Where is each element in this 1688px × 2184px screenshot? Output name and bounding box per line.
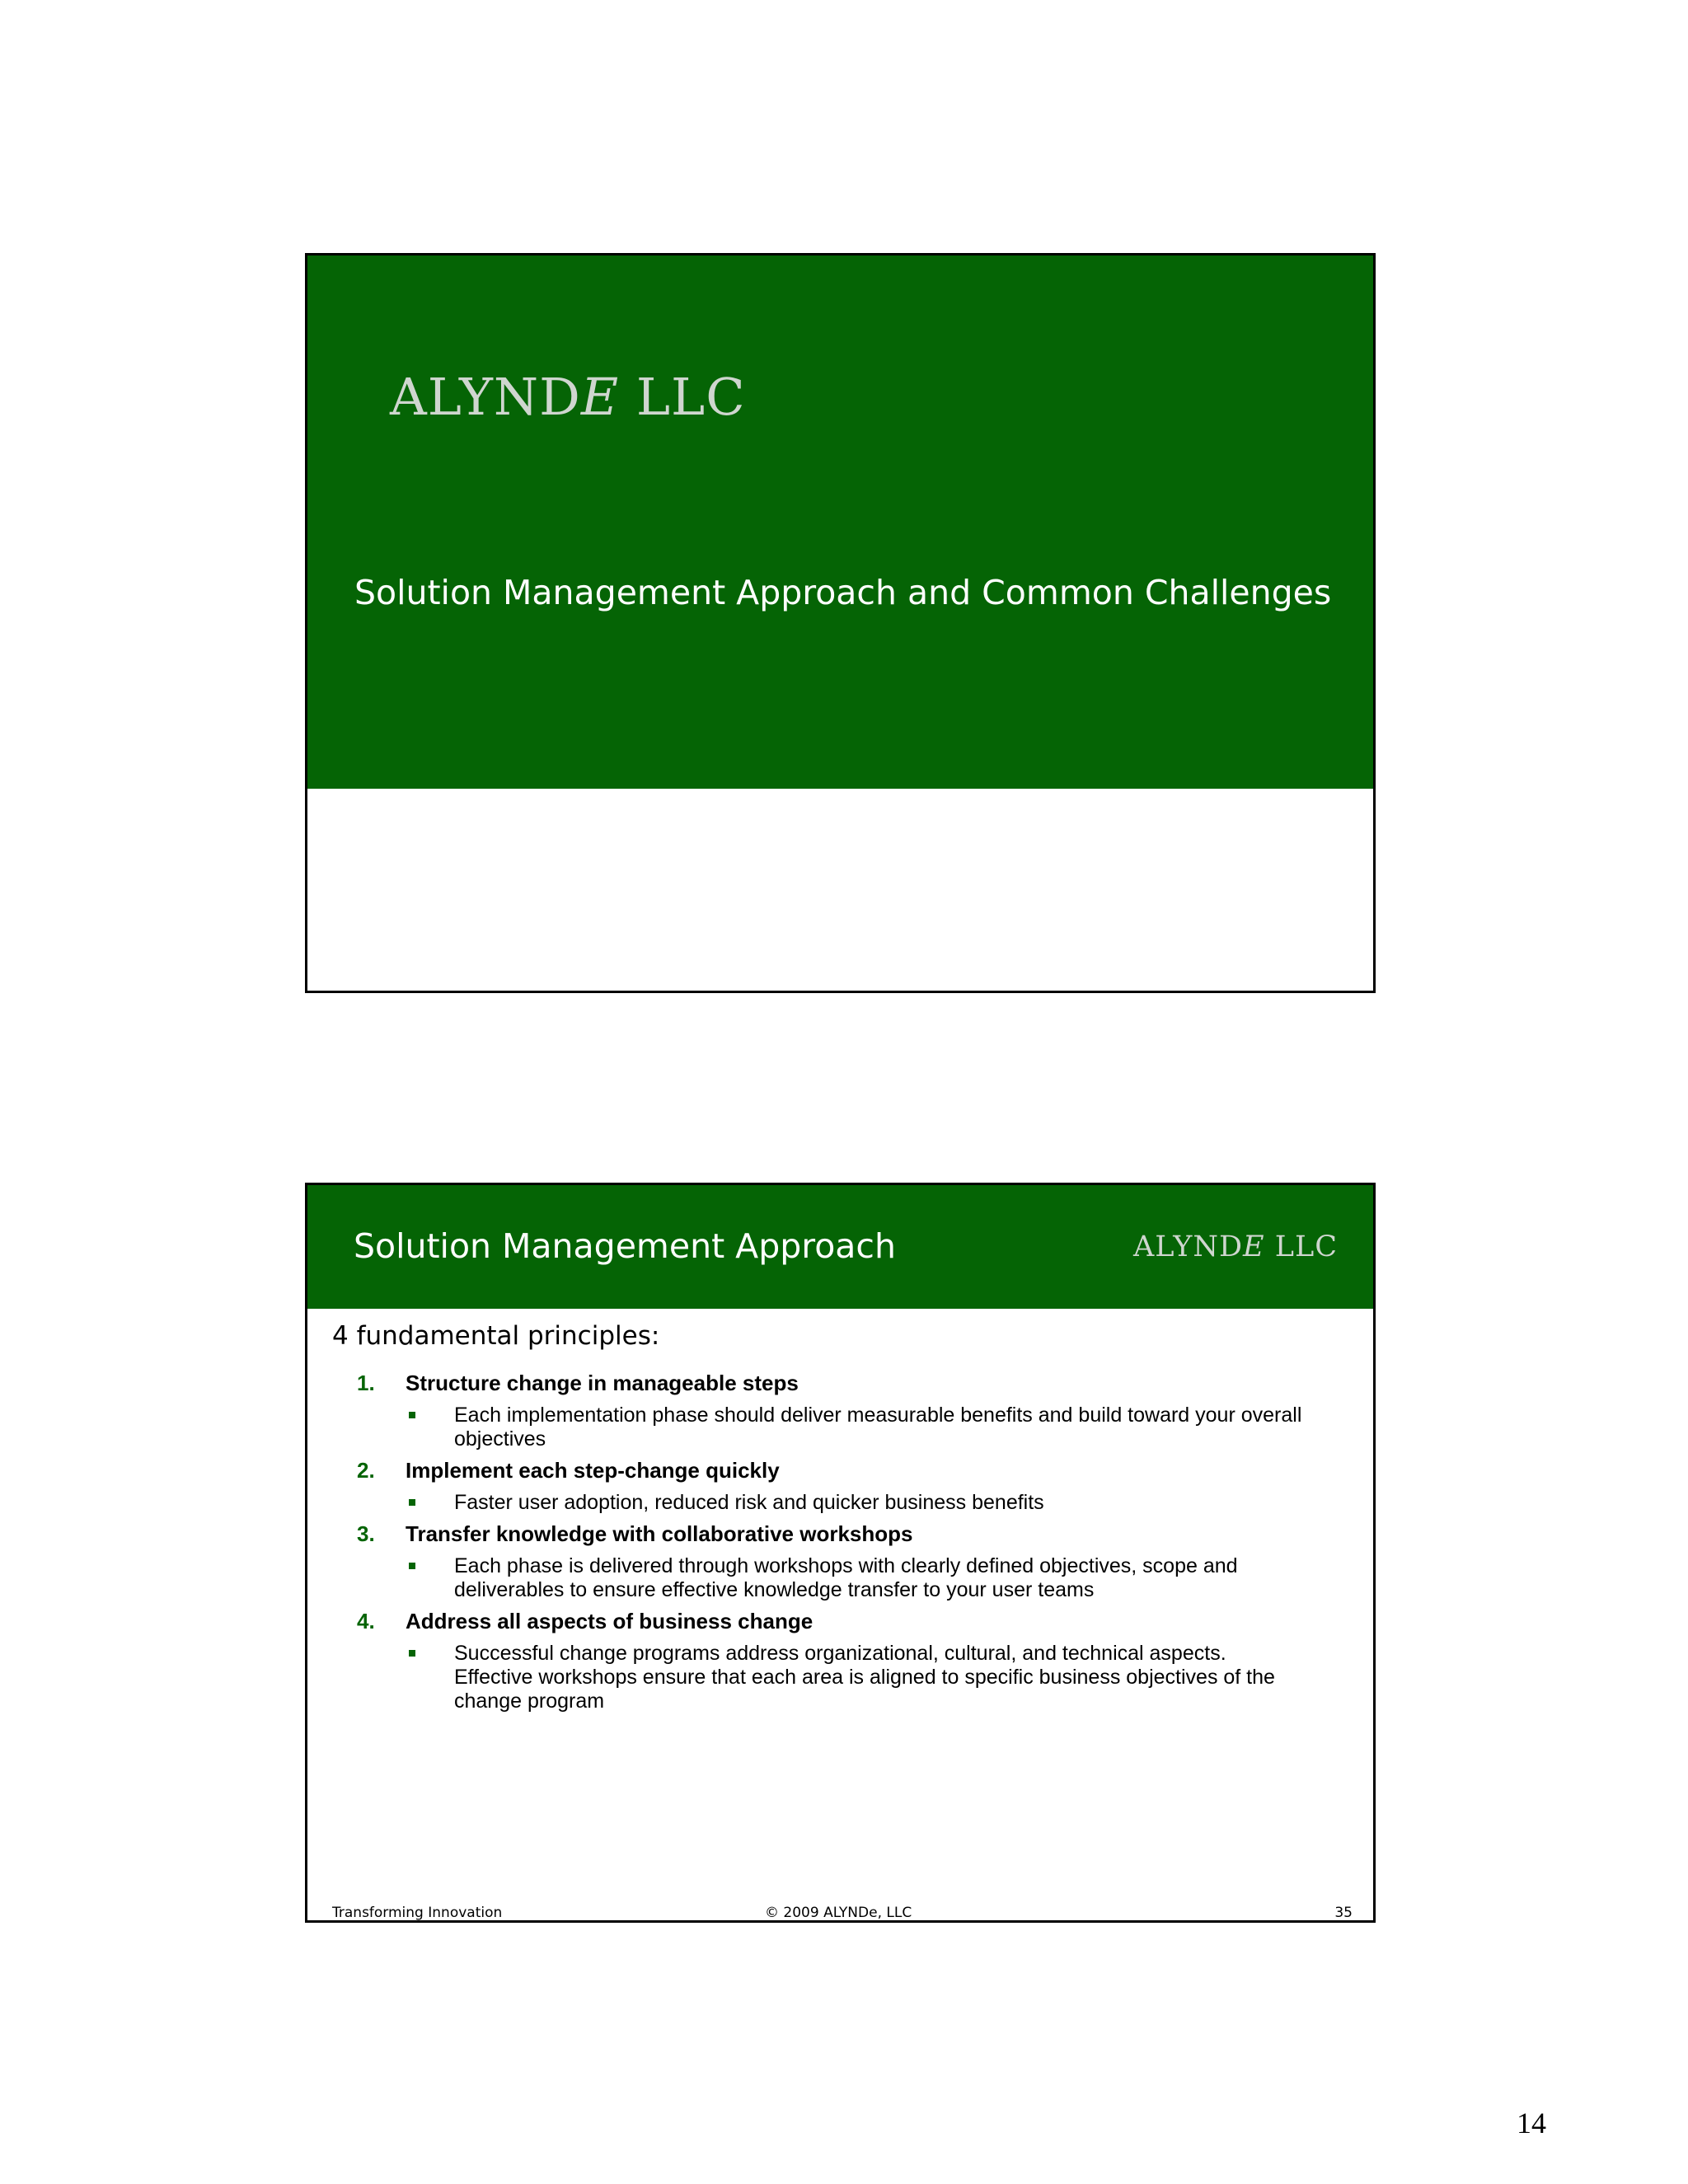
- principle-number: 3.: [357, 1521, 375, 1546]
- principles-list: [307, 1371, 1373, 1720]
- footer-copyright: © 2009 ALYNDe, LLC: [765, 1905, 912, 1921]
- title-slide-band: [307, 255, 1373, 789]
- slide-number: 35: [1334, 1905, 1353, 1921]
- company-logo: ALYNDE LLC: [390, 367, 746, 427]
- principle-number: 2.: [357, 1458, 375, 1483]
- principle-number: 4.: [357, 1609, 375, 1633]
- square-bullet-icon: [409, 1412, 415, 1418]
- company-logo: ALYNDE LLC: [1132, 1230, 1338, 1263]
- title-slide: [305, 253, 1376, 993]
- square-bullet-icon: [409, 1650, 415, 1657]
- list-item: [307, 1609, 1373, 1713]
- principles-intro: 4 fundamental principles:: [332, 1321, 660, 1351]
- principle-number: 1.: [357, 1371, 375, 1395]
- list-item: [307, 1371, 1373, 1451]
- footer-tagline: Transforming Innovation: [332, 1905, 503, 1921]
- principle-title: Structure change in manageable steps: [406, 1371, 799, 1395]
- content-slide-heading: Solution Management Approach: [354, 1226, 896, 1266]
- content-slide: [305, 1183, 1376, 1923]
- principle-title: Implement each step-change quickly: [406, 1458, 780, 1483]
- title-slide-heading: Solution Management Approach and Common Challenges: [354, 573, 1332, 612]
- principle-title: Address all aspects of business change: [406, 1609, 814, 1633]
- principle-detail: Each implementation phase should deliver measurable benefits and build toward your overall objectives: [454, 1404, 1302, 1451]
- principle-detail: Each phase is delivered through workshops with clearly defined objectives, scope and deliverables to ensure effective knowledge transfer to your user teams: [454, 1554, 1238, 1601]
- list-item: [307, 1458, 1373, 1515]
- page-number: 14: [1517, 2107, 1546, 2139]
- list-item: [307, 1521, 1373, 1602]
- principle-detail: Successful change programs address organizational, cultural, and technical aspects. Effective workshops ensure that each area is aligned to specific business objectives of the change program: [454, 1642, 1275, 1713]
- square-bullet-icon: [409, 1499, 415, 1506]
- principle-detail: Faster user adoption, reduced risk and quicker business benefits: [454, 1491, 1044, 1514]
- square-bullet-icon: [409, 1563, 415, 1569]
- principle-title: Transfer knowledge with collaborative workshops: [406, 1521, 913, 1546]
